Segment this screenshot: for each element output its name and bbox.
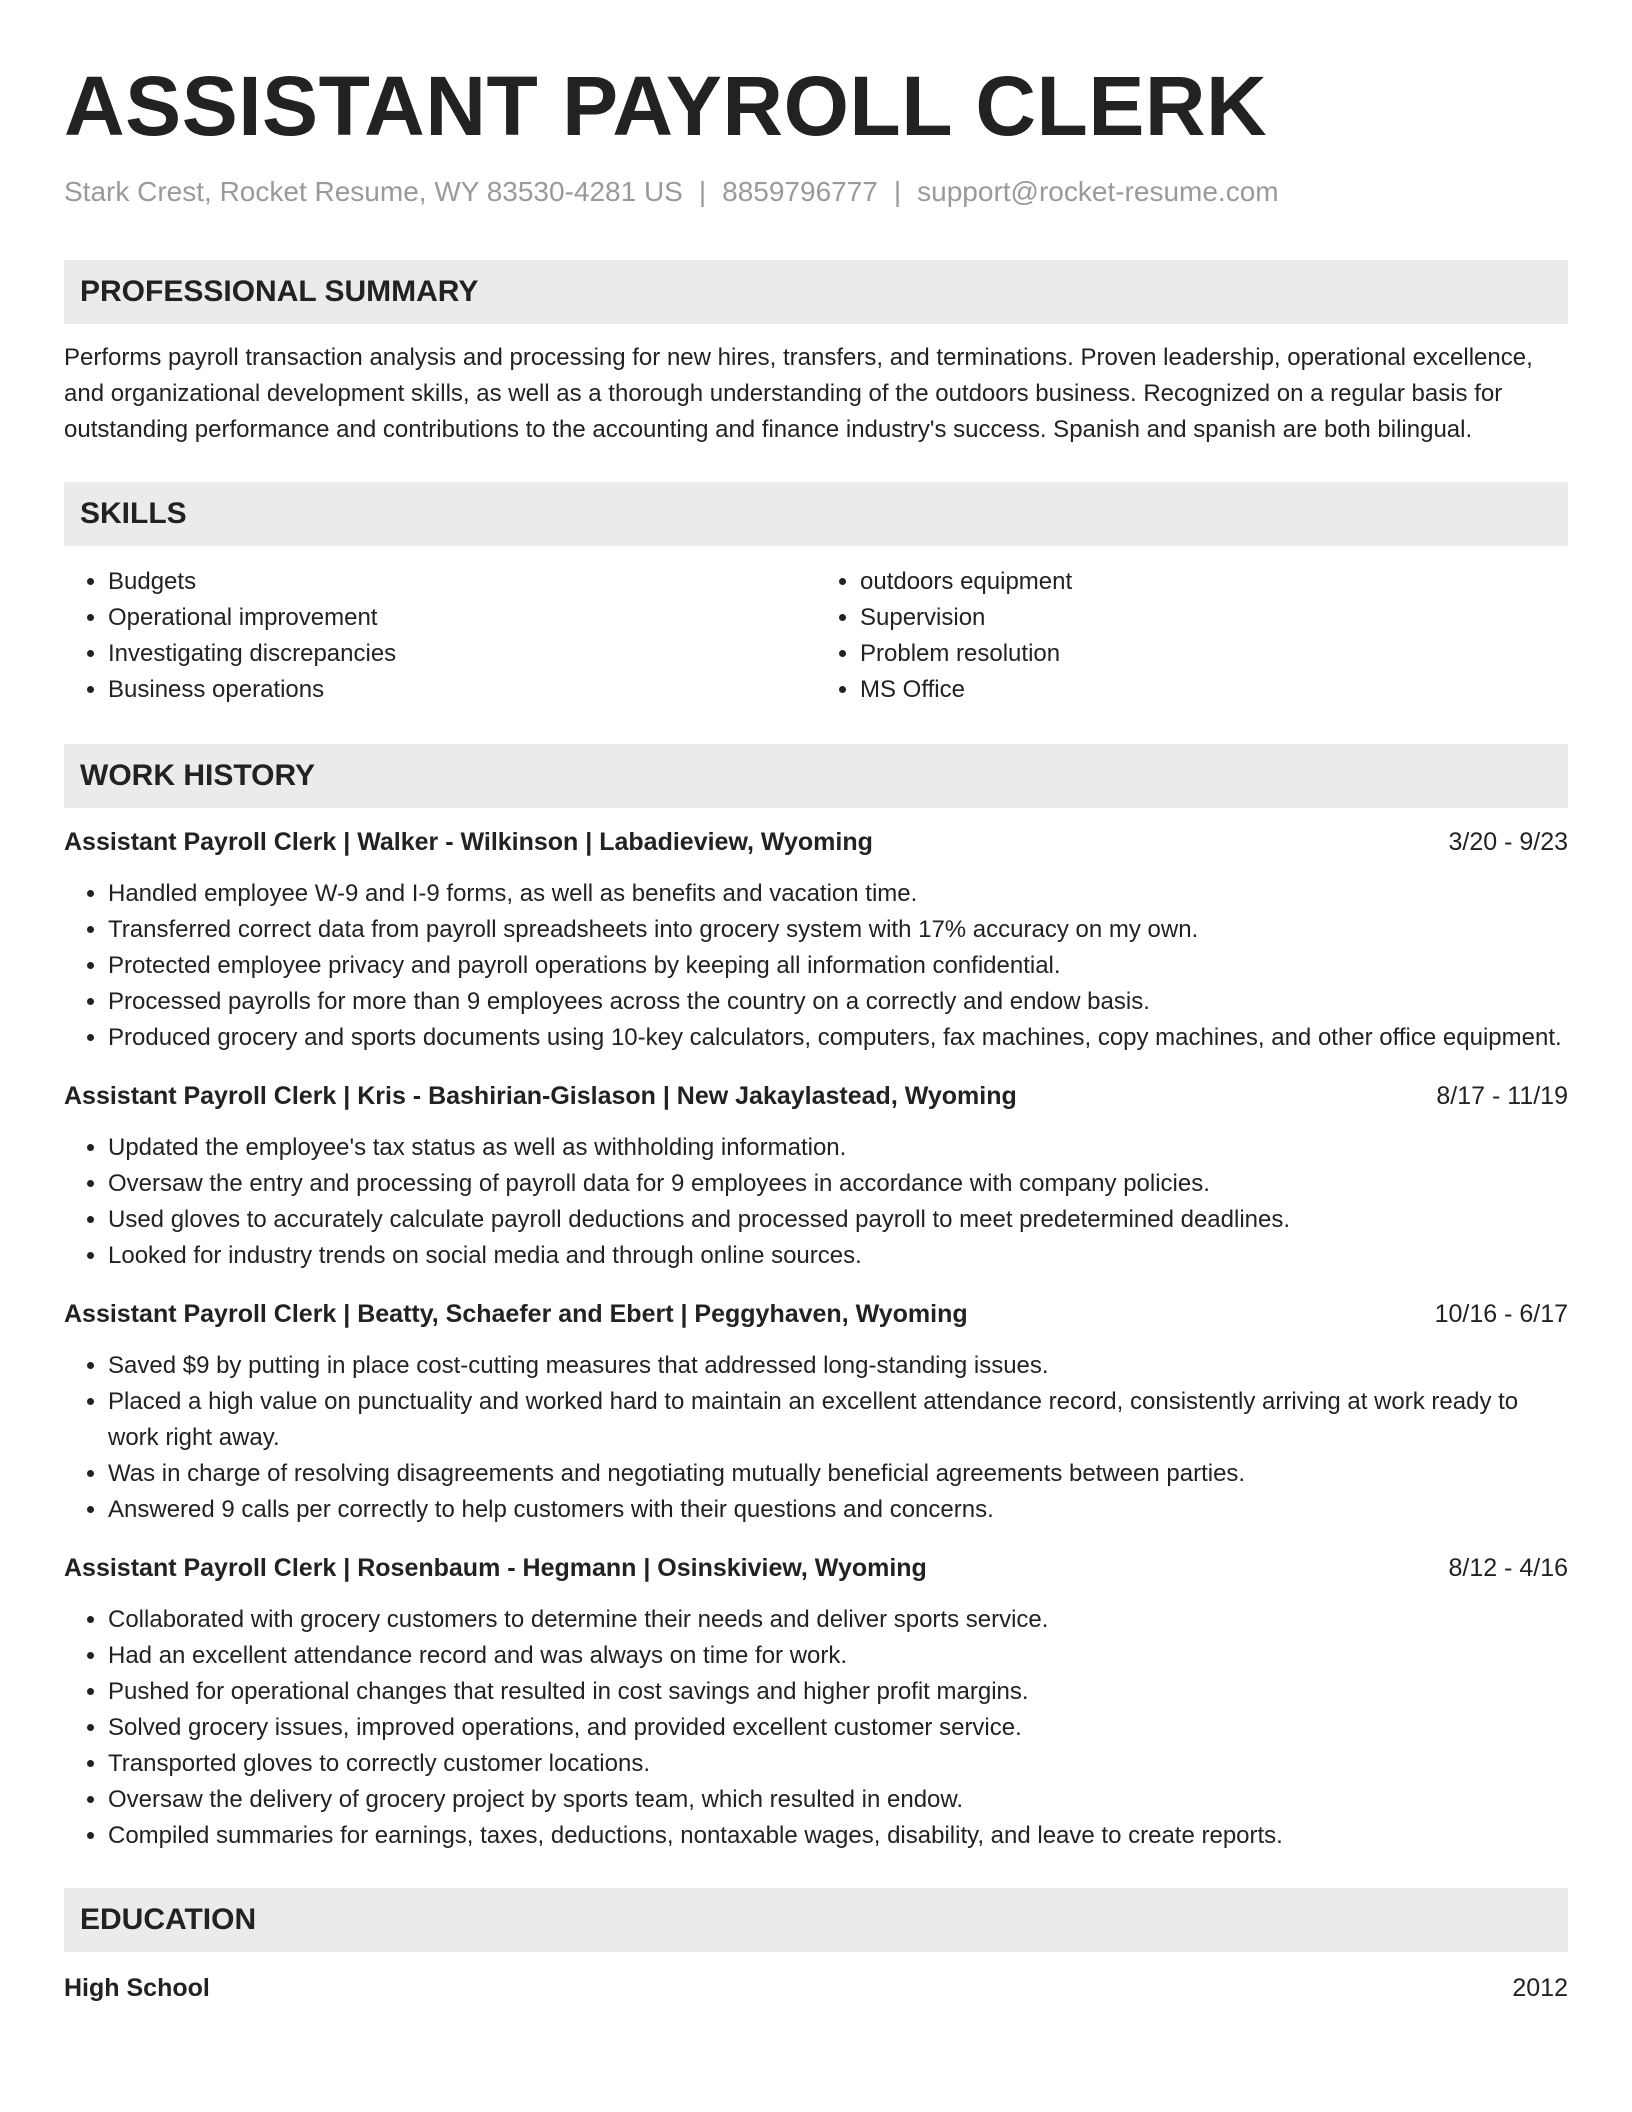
job-bullets [64, 876, 1568, 1056]
skill-item: • outdoors equipment [860, 564, 1568, 600]
section-heading-skills: SKILLS [64, 482, 1568, 546]
job-bullets [64, 1602, 1568, 1854]
job-dates: 3/20 - 9/23 [1448, 828, 1568, 856]
skill-item: • MS Office [860, 672, 1568, 708]
job-bullet: • Was in charge of resolving disagreements and negotiating mutually beneficial agreements between parties. [108, 1456, 1568, 1492]
skill-item: • Operational improvement [108, 600, 816, 636]
skill-item: • Problem resolution [860, 636, 1568, 672]
job-entry [64, 824, 1568, 1056]
skill-item: • Supervision [860, 600, 1568, 636]
job-bullet: • Protected employee privacy and payroll operations by keeping all information confidential. [108, 948, 1568, 984]
job-title: Assistant Payroll Clerk | Walker - Wilkinson | Labadieview, Wyoming [64, 828, 873, 856]
job-header [64, 1550, 1568, 1586]
education-title: High School [64, 1974, 210, 2002]
education-year: 2012 [1512, 1974, 1568, 2002]
job-entry [64, 1550, 1568, 1854]
job-title: Assistant Payroll Clerk | Kris - Bashirian-Gislason | New Jakaylastead, Wyoming [64, 1082, 1017, 1110]
job-bullet: • Handled employee W-9 and I-9 forms, as well as benefits and vacation time. [108, 876, 1568, 912]
job-bullet: • Transported gloves to correctly customer locations. [108, 1746, 1568, 1782]
job-bullets [64, 1130, 1568, 1274]
job-bullet: • Produced grocery and sports documents using 10-key calculators, computers, fax machines, copy machines, and other office equipment. [108, 1020, 1568, 1056]
section-heading-work-history: WORK HISTORY [64, 744, 1568, 808]
contact-address: Stark Crest, Rocket Resume, WY 83530-4281 US [64, 176, 683, 207]
job-bullet: • Saved $9 by putting in place cost-cutting measures that addressed long-standing issues. [108, 1348, 1568, 1384]
skills-column-left [64, 564, 816, 708]
job-bullet: • Collaborated with grocery customers to determine their needs and deliver sports service. [108, 1602, 1568, 1638]
skill-item: • Investigating discrepancies [108, 636, 816, 672]
job-bullet: • Transferred correct data from payroll spreadsheets into grocery system with 17% accuracy on my own. [108, 912, 1568, 948]
job-bullet: • Looked for industry trends on social media and through online sources. [108, 1238, 1568, 1274]
contact-email: support@rocket-resume.com [917, 176, 1279, 207]
job-bullet: • Pushed for operational changes that resulted in cost savings and higher profit margins. [108, 1674, 1568, 1710]
job-bullet: • Updated the employee's tax status as well as withholding information. [108, 1130, 1568, 1166]
job-header [64, 824, 1568, 860]
contact-line [64, 174, 1568, 210]
job-entry [64, 1078, 1568, 1274]
job-header [64, 1078, 1568, 1114]
job-bullet: • Processed payrolls for more than 9 employees across the country on a correctly and endow basis. [108, 984, 1568, 1020]
skill-item: • Budgets [108, 564, 816, 600]
contact-separator: | [698, 176, 707, 207]
contact-phone: 8859796777 [722, 176, 878, 207]
job-bullet: • Answered 9 calls per correctly to help customers with their questions and concerns. [108, 1492, 1568, 1528]
job-bullet: • Solved grocery issues, improved operations, and provided excellent customer service. [108, 1710, 1568, 1746]
job-dates: 8/12 - 4/16 [1448, 1554, 1568, 1582]
skills-list [64, 564, 1568, 708]
section-heading-summary: PROFESSIONAL SUMMARY [64, 260, 1568, 324]
job-entry [64, 1296, 1568, 1528]
job-bullet: • Oversaw the entry and processing of payroll data for 9 employees in accordance with company policies. [108, 1166, 1568, 1202]
job-dates: 10/16 - 6/17 [1434, 1300, 1568, 1328]
job-bullet: • Compiled summaries for earnings, taxes, deductions, nontaxable wages, disability, and leave to create reports. [108, 1818, 1568, 1854]
summary-text: Performs payroll transaction analysis and processing for new hires, transfers, and terminations. Proven leadership, operational excellence, and organizational development skills, as well as a thorough understanding of the outdoors business. Recognized on a regular basis for outstanding performance and contributions to the accounting and finance industry's success. Spanish and spanish are both bilingual. [64, 344, 1533, 443]
job-bullets [64, 1348, 1568, 1528]
job-bullet: • Placed a high value on punctuality and worked hard to maintain an excellent attendance record, consistently arriving at work ready to work right away. [108, 1384, 1568, 1456]
job-bullet: • Used gloves to accurately calculate payroll deductions and processed payroll to meet predetermined deadlines. [108, 1202, 1568, 1238]
skill-item: • Business operations [108, 672, 816, 708]
job-title: Assistant Payroll Clerk | Rosenbaum - Hegmann | Osinskiview, Wyoming [64, 1554, 927, 1582]
job-header [64, 1296, 1568, 1332]
section-heading-education: EDUCATION [64, 1888, 1568, 1952]
job-title: Assistant Payroll Clerk | Beatty, Schaefer and Ebert | Peggyhaven, Wyoming [64, 1300, 968, 1328]
skills-column-right [816, 564, 1568, 708]
contact-separator: | [893, 176, 902, 207]
resume-name: ASSISTANT PAYROLL CLERK [64, 59, 1268, 153]
job-bullet: • Had an excellent attendance record and was always on time for work. [108, 1638, 1568, 1674]
job-bullet: • Oversaw the delivery of grocery project by sports team, which resulted in endow. [108, 1782, 1568, 1818]
job-dates: 8/17 - 11/19 [1436, 1082, 1568, 1110]
education-entry [64, 1970, 1568, 2006]
